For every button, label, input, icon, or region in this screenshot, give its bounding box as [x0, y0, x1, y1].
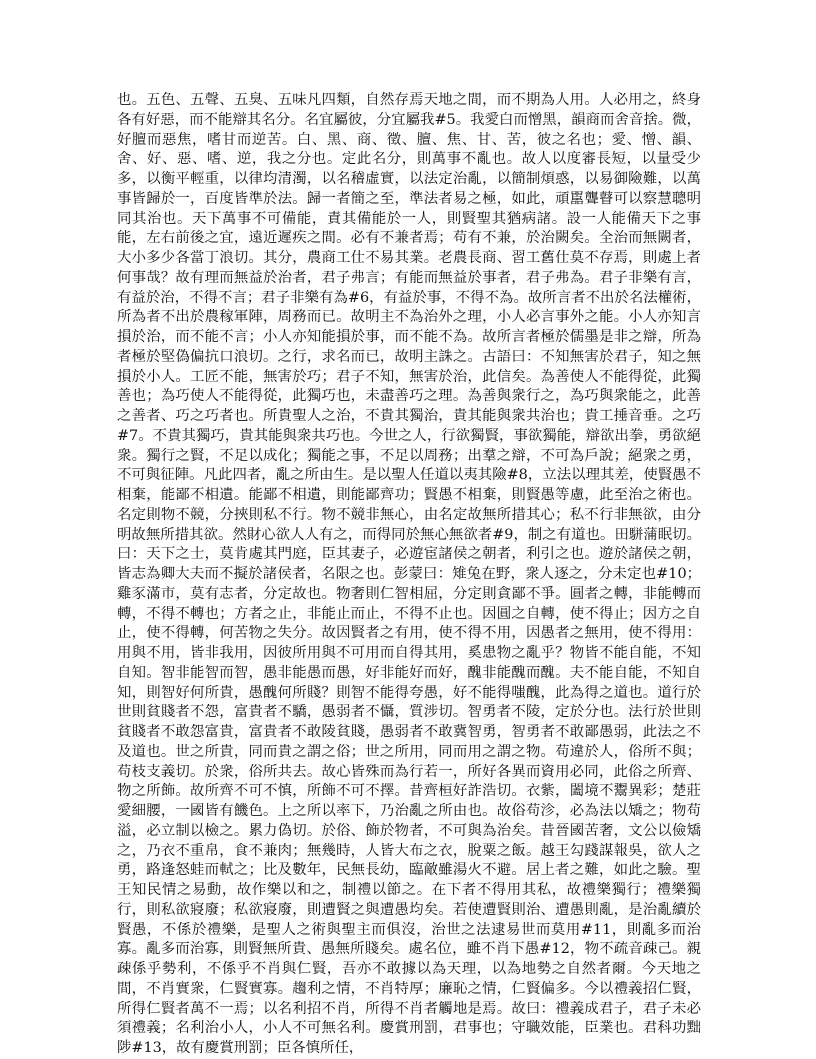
body-text: 也。五色、五聲、五臭、五味凡四類，自然存焉天地之間，而不期為人用。人必用之，終身各有好惡，而不能辯其名分。名宜屬彼，分宜屬我#5。我愛白而憎黑，韻商而舍音捨。微，好膻而惡焦，嗜甘而逆苦。白、黑、商、徵、膻、焦、甘、苦，彼之名也；愛、憎、韻、舍、好、惡、嗜、逆，我之分也。定此名分，則萬事不亂也。故人以度審長短，以量受少多，以衡平輕重，以律均清濁，以名稽虛實，以法定治亂，以簡制煩惑，以易御險難，以萬事皆歸於一，百度皆準於法。歸一者簡之至，準法者易之極，如此，頑嚚聾瞽可以察慧聰明同其治也。天下萬事不可備能，責其備能於一人，則賢聖其猶病諸。設一人能備天下之事能，左右前後之宜，遠近遲疾之間。必有不兼者焉；苟有不兼，於治闕矣。全治而無闕者，大小多少各當丁浪切。其分，農商工仕不易其業。老農長商、習工舊仕莫不存焉，則處上者何事哉？故有理而無益於治者，君子弗言；有能而無益於事者，君子弗為。君子非樂有言，有益於治，不得不言；君子非樂有為#6，有益於事，不得不為。故所言者不出於名法權術，所為者不出於農稼軍陣，周務而已。故明主不為治外之理，小人必言事外之能。小人亦知言損於治，而不能不言；小人亦知能損於事，而不能不為。故所言者極於儒墨是非之辯，所為者極於堅偽偏抗口浪切。之行，求名而已，故明主誅之。古語曰：不知無害於君子，知之無損於小人。工匠不能，無害於巧；君子不知，無害於治，此信矣。為善使人不能得從，此獨善也；為巧使人不能得從，此獨巧也，未盡善巧之理。為善與衆行之，為巧與衆能之，此善之善者、巧之巧者也。所貴聖人之治，不貴其獨治，貴其能與衆共治也；貴工捶音垂。之巧#7。不貴其獨巧，貴其能與衆共巧也。今世之人，行欲獨賢，事欲獨能，辯欲出拳，勇欲絕衆。獨行之賢，不足以成化；獨能之事，不足以周務；出羣之辯，不可為戶說；絕衆之勇，不可與征陣。凡此四者，亂之所由生。是以聖人任道以夷其險#8，立法以理其差，使賢愚不相棄，能鄙不相遺。能鄙不相遺，則能鄙齊功；賢愚不相棄，則賢愚等慮，此至治之術也。名定則物不競，分挾則私不行。物不競非無心，由名定故無所措其心；私不行非無欲，由分明故無所措其欲。然財心欲人人有之，而得同於無心無欲者#9，制之有道也。田駢蒲眠切。曰：天下之士，莫肯處其門庭，臣其妻子，必遊宦諸侯之朝者，利引之也。遊於諸侯之朝，皆志為卿大夫而不擬於諸侯者，名限之也。彭蒙曰：雉兔在野，衆人逐之，分未定也#10；雞豕滿市，莫有志者，分定故也。物奢則仁智相屈，分定則貪鄙不爭。圓者之轉，非能轉而轉，不得不轉也；方者之止，非能止而止，不得不止也。因圓之自轉，使不得止；因方之自止，使不得轉，何苦物之失分。故因賢者之有用，使不得不用，因愚者之無用，使不得用：用與不用，皆非我用，因彼所用與不可用而自得其用，奚患物之亂乎？物皆不能自能，不知自知。智非能智而智，愚非能愚而愚，好非能好而好，醜非能醜而醜。夫不能自能，不知自知，則智好何所貴，愚醜何所賤？則智不能得夸愚，好不能得嗤醜，此為得之道也。道行於世則貧賤者不怨，富貴者不驕，愚弱者不懾，質涉切。智勇者不陵，定於分也。法行於世則貧賤者不敢怨富貴，富貴者不敢陵貧賤，愚弱者不敢冀智勇，智勇者不敢鄙愚弱，此法之不及道也。世之所貴，同而貴之謂之俗；世之所用，同而用之謂之物。苟違於人，俗所不與；苟枝支義切。於衆，俗所共去。故心皆殊而為行若一，所好各異而資用必同，此俗之所齊、物之所飾。故所齊不可不慎，所飾不可不擇。昔齊桓好詐浩切。衣紫，闔境不鬻異彩；楚莊愛細腰，一國皆有饑色。上之所以率下，乃治亂之所由也。故俗苟沴，必為法以矯之；物苟溢，必立制以檢之。累力偽切。於俗、飾於物者，不可與為治矣。昔晉國苦奢，文公以儉矯之，乃衣不重帛，食不兼肉；無幾時，人皆大布之衣，脫粟之飯。越王勾踐謀報吳，欲人之勇，路逢怒蛙而軾之；比及數年，民無長幼，臨敵雖湯火不避。居上者之難，如此之驗。聖王知民情之易動，故作樂以和之，制禮以節之。在下者不得用其私，故禮樂獨行；禮樂獨行，則私欲寢廢；私欲寢廢，則遭賢之與遭愚均矣。若使遭賢則治、遭愚則亂，是治亂續於賢愚，不係於禮樂，是聖人之術與聖主而俱沒，治世之法逮易世而莫用#11，則亂多而治寡。亂多而治寡，則賢無所貴、愚無所賤矣。處名位，雖不肖下愚#12，物不疏音疎己。親疎係乎勢利，不係乎不肖與仁賢，吾亦不敢據以為天理，以為地勢之自然者爾。今天地之間，不肖實衆，仁賢實寡。趨利之情，不肖特厚；廉恥之情，仁賢偏多。今以禮義招仁賢，所得仁賢者萬不一焉；以名利招不肖，所得不肖者觸地是焉。故曰：禮義成君子，君子未必須禮義；名利治小人，小人不可無名利。慶賞刑罰，君事也；守職效能，臣業也。君科功黜陟#13，故有慶賞刑罰；臣各慎所任，: [117, 92, 701, 1056]
